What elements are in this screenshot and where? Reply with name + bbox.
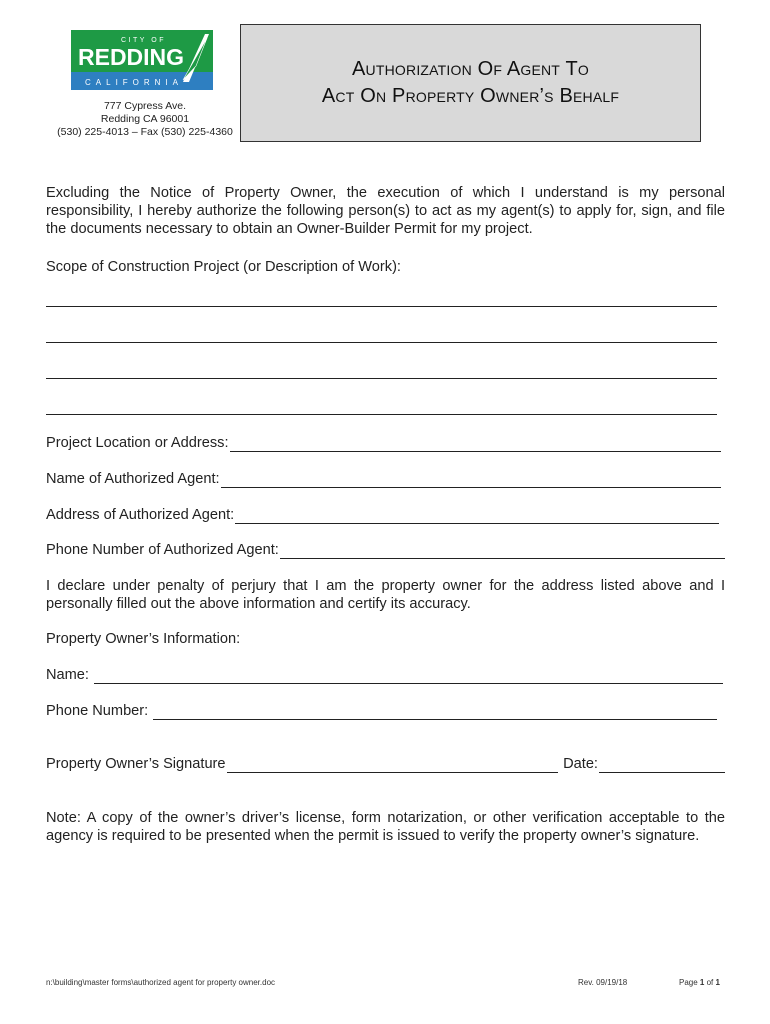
agent-name-field (46, 470, 721, 488)
page-current: 1 (699, 978, 705, 987)
agent-name-label: Name of Authorized Agent: (46, 471, 220, 487)
page-total: 1 (715, 978, 720, 987)
note-paragraph: Note: A copy of the owner’s driver’s license, form notarization, or other verification acceptable to the agency is required to be presented when the permit is issued to verify the property owner’s signature. (46, 810, 725, 844)
agent-address-field (46, 506, 719, 524)
address-city: Redding CA 96001 (100, 113, 190, 125)
footer-file-path: n:\building\master forms\authorized agent for property owner.doc (46, 978, 276, 987)
city-of-redding-logo (71, 30, 213, 90)
logo-graphic (71, 30, 213, 90)
agent-name-input[interactable] (221, 473, 721, 488)
form-title-line-2: Act On Property Owner’s Behalf (321, 85, 620, 107)
owner-name-field (46, 666, 723, 684)
scope-line-1[interactable] (46, 306, 717, 307)
logo-redding: REDDING (78, 44, 185, 70)
scope-label: Scope of Construction Project (or Description of Work): (46, 259, 401, 275)
project-location-field (46, 434, 721, 452)
agent-address-input[interactable] (235, 509, 719, 524)
date-input[interactable] (599, 758, 725, 773)
form-title-box (240, 24, 701, 142)
footer-page-number (679, 978, 720, 987)
scope-line-2[interactable] (46, 342, 717, 343)
intro-paragraph: Excluding the Notice of Property Owner, the execution of which I understand is my personal responsibility, I hereby authorize the following person(s) to act as my agent(s) to apply for, sign, and file the documents necessary to obtain an Owner-Builder Permit for my project. (46, 185, 725, 237)
project-location-label: Project Location or Address: (46, 435, 229, 451)
address-street: 777 Cypress Ave. (103, 100, 187, 112)
owner-name-label: Name: (46, 667, 89, 683)
date-label: Date: (563, 756, 598, 772)
footer-revision: Rev. 09/19/18 (578, 978, 628, 987)
form-title-line-1: Authorization Of Agent To (352, 58, 589, 80)
owner-signature-label: Property Owner’s Signature (46, 756, 226, 772)
owner-phone-field (46, 702, 717, 720)
owner-signature-field (46, 755, 725, 773)
agent-phone-field (46, 541, 725, 559)
owner-name-input[interactable] (94, 669, 723, 684)
logo-california: CALIFORNIA (85, 78, 184, 87)
scope-line-3[interactable] (46, 378, 717, 379)
owner-phone-label: Phone Number: (46, 703, 149, 719)
scope-line-4[interactable] (46, 414, 717, 415)
project-location-input[interactable] (230, 437, 721, 452)
declaration-paragraph: I declare under penalty of perjury that I am the property owner for the address listed above and I personally filled out the above information and certify its accuracy. (46, 578, 725, 612)
owner-phone-input[interactable] (153, 705, 717, 720)
page-of: of (704, 978, 716, 987)
page-prefix: Page (679, 978, 700, 987)
agent-phone-input[interactable] (280, 544, 725, 559)
agent-phone-label: Phone Number of Authorized Agent: (46, 542, 279, 558)
agent-address-label: Address of Authorized Agent: (46, 507, 235, 523)
address-phone-fax: (530) 225-4013 – Fax (530) 225-4360 (57, 126, 233, 138)
logo-city-of: CITY OF (121, 37, 166, 44)
owner-info-label: Property Owner’s Information: (46, 631, 241, 647)
owner-signature-input[interactable] (227, 758, 559, 773)
